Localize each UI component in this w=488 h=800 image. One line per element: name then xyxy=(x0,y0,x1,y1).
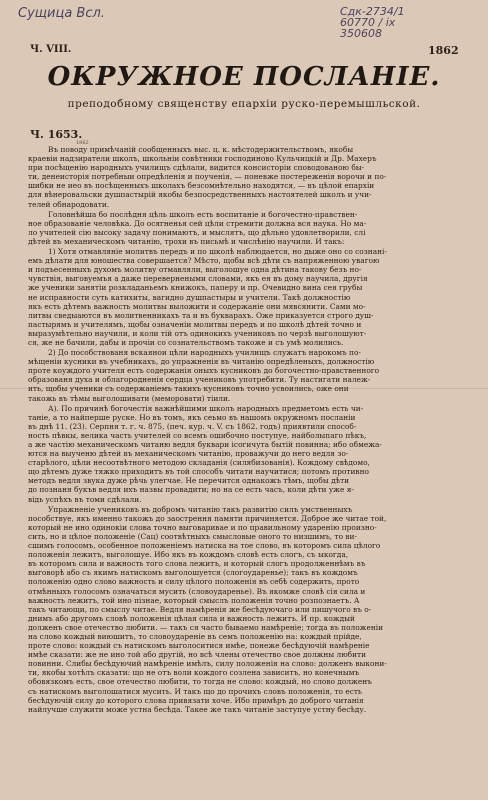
text-line: днимъ або другомъ словѣ положенія цѣлая сила и важность лежитъ. И пр. кождый xyxy=(28,613,355,623)
text-line: важность лежитъ, той ино пізнае, который смыслъ положенія точно розпознаетъ. А xyxy=(28,595,360,605)
text-line: А). По причинѣ богочестія важнѣйшими школъ народныхъ предметомъ есть чи- xyxy=(48,403,364,413)
text-line: для вѣнеровальски душпастырій якобы безпосредственныхъ настоятелей школъ и учи- xyxy=(28,190,372,200)
year: 1862 xyxy=(428,44,459,57)
handwritten-line: 350608 xyxy=(340,27,382,40)
text-line: шибки не иео въ посѣщенныхъ школахъ безсомнѣтельно находятся, — въ цѣлой епархіи xyxy=(28,181,375,191)
document-number-year: 1862 xyxy=(76,140,89,146)
text-line: якъ есть дѣтемъ важность молитвы выложити и содержаніе они мявсянити. Сами мо- xyxy=(28,301,366,311)
text-line: образованя духа и облагородненія сердца учениковъ употребити. Ту настигати належ- xyxy=(28,375,371,385)
text-line: найлучше служити може устна бесѣда. Такее же такъ читаніе заступуе устну бесѣду. xyxy=(28,704,367,714)
text-line: ность пѣвкы, велика часть учителей со всемъ ошибочно поступуе, найболыпаго пѣкъ, xyxy=(28,430,367,440)
paragraph xyxy=(28,348,464,403)
text-line: положенію одно слово важность и силу цѣлого положенія въ себѣ содержить, прото xyxy=(28,577,360,587)
text-line: краевіи надзиратели школъ, школьніи совѣтники господиново Кульчицкій и Др. Махеръ xyxy=(28,154,377,164)
text-line: съ натискомъ выголошатися мусить. И такъ що до прочихъ словъ положенія, то есть xyxy=(28,686,362,696)
paragraph xyxy=(28,404,464,504)
handwritten-note-right xyxy=(340,6,460,39)
text-line: отмѣнныхъ голосомъ означаться мусить (словоударенье). Въ якомже словѣ сія сила и xyxy=(28,586,366,596)
document-body xyxy=(28,145,464,715)
document-subtitle: преподобному священству епархіи руско-перемышльской. xyxy=(67,98,421,110)
handwritten-line: Сдк-2734/1 xyxy=(340,5,405,18)
text-line: на слово кождый виюшитъ, то словоудареніе въ семъ положенію на: кождый прійде, xyxy=(28,631,362,641)
text-line: въ которомъ сила и важность того слова лежитъ, и который слогъ продолженнѣмъ въ xyxy=(28,559,366,569)
text-line: ются на выученю дѣтей въ механическомъ читанію, проважучи до него ведля зо- xyxy=(28,449,349,459)
text-line: чувствія, выговуемъя а даже перевернеными словами, якъ ея въ дому научила, другія xyxy=(28,274,368,284)
text-line: Въ поводу примѣчаній сообщенныхъ выс. ц. к. мѣстодержительствомъ, якобы xyxy=(48,145,354,154)
text-line: мѣщеніи кусники въ учебникахъ, до упражненія въ читанію опредѣленыхъ, должностію xyxy=(28,357,375,367)
text-line: 2) До пособствованя вскаянои цѣли народныхъ училищъ служатъ нарокомъ по- xyxy=(48,348,361,358)
text-line: ло учителей сію высоку задачу понимаютъ, и мыслятъ, що дѣльно удовлетворили, слі xyxy=(28,227,366,237)
handwritten-line: 60770 / іх xyxy=(340,16,396,29)
text-line: що дѣтемъ дуже тяжко приходитъ въ той способъ читати научитися; потомъ противно xyxy=(28,467,369,477)
text-line: таніе, а то найперше руске. Но въ томъ, якъ сеьмо въ нашомъ окружномъ посланіи xyxy=(28,412,356,422)
text-line: методъ ведля звука дуже рѣчь улегчае. Не перечится однакожъ тѣмъ, щобы дѣти xyxy=(28,476,350,486)
text-line: а же частію механическомъ читаню ведля буквари ісогичута бытій повинна; ибо обмежа- xyxy=(28,440,382,449)
paragraph xyxy=(28,505,464,714)
text-line: который не ино одинокіи слова точно выговаривае и по правильному ударенію произно- xyxy=(28,522,377,532)
text-line: ти, якобы хотѣлъ сказати: що не отъ воли кождого созлена зависитъ, но конечнымъ xyxy=(28,668,360,678)
text-line: литвы сведыаются въ молитвенникахъ та и въ букварахъ. Оже приказуется строго душ- xyxy=(28,310,374,320)
text-line: ить, щобы ученики съ содержаніемъ такихъ кусниковъ точно усвоились, оже они xyxy=(28,384,349,394)
text-line: повинни. Слибы бесѣдуючий намѣреніе имѣлъ, силу положенія на слово: долженъ выкони- xyxy=(28,659,387,669)
text-line: бесѣдуючій силу до которого слова привязати хоче. Ибо примѣръ до доброго читанія xyxy=(28,695,364,705)
text-line: положенія лежитъ, выголошуе. Ибо якъ въ кождомъ словѣ есть слогъ, съ ыкогда, xyxy=(28,550,349,560)
text-line: сшимъ голосомъ, особенное положеніемъ натиска на тое слово, въ которомъ сила цѣлого xyxy=(28,541,381,551)
text-line: проте слово: кождый съ натискомъ выголоситися имѣе, понеже бесѣдуючій намѣреніе xyxy=(28,641,370,651)
text-line: же ученики занятіи розкладаньемъ книжокъ, паперу и пр. Очевидно вина сея грубы xyxy=(28,283,363,293)
text-line: ти, денеисторія потребныи опредѣленія и поученія, — поневже постереженія ворочи и по- xyxy=(28,172,387,182)
text-line: имѣе сказати: же не ино той або другій, но всѣ члены отечество свое должны любити xyxy=(28,650,367,660)
text-line: въ днѣ 11. (23). Серпня т. г. ч. 875, (печ. кур. ч. V. съ 1862. годъ) приявтили способ- xyxy=(28,421,357,431)
text-line: выговорѣ або съ якимъ натискомъ выголошуется (слогоударенье); такъ въ кождомъ xyxy=(28,568,358,578)
text-line: сить, но и цѣлое положеніе (Сац) соотвѣтныхъ смысловые оного то низшимъ, то ви- xyxy=(28,531,357,541)
text-line: старѣлого, цѣли несоотвѣтного методою складанія (силябизованія). Кождому свѣдомо, xyxy=(28,458,370,468)
text-line: відь успѣхъ въ томи сдѣлали. xyxy=(28,494,142,504)
text-line: ное образованіе человѣка. До осягненья сей цѣли стремити должна вся наука. Но ма- xyxy=(28,218,367,228)
volume-number: Ч. VIII. xyxy=(30,44,72,55)
text-line: при посѣщенію народныхъ училищъ сдѣлали, видится консисторіи споводованою бы- xyxy=(28,163,365,173)
text-line: такожь въ тѣмы выголошивати (меморовати) тіили. xyxy=(28,393,231,403)
text-line: до познаня букъв ведля ихъ назвы провадити; но на се есть часъ, коли дѣти уже я- xyxy=(28,485,354,495)
text-line: выразумѣтельно научили, и коли тій отъ одинокихъ учениковъ по черзѣ выголошуют- xyxy=(28,328,367,338)
paragraph xyxy=(28,247,464,347)
text-line: такъ читающи, по смыслу читае. Ведля намѣренія же бесѣдуючаго или пишучого въ о- xyxy=(28,604,372,614)
document-number: Ч. 1653. xyxy=(30,128,83,141)
text-line: пастырямъ и учителямъ, щобы означеніи молитвы передъ и по школѣ дѣтей точно и xyxy=(28,319,362,329)
text-line: долженъ свое отечество любити. — такъ ся часто бываемо намѣреніе; тогда въ положеніи xyxy=(28,622,384,632)
text-line: Головнѣйша бо послѣдня цѣль школъ есть воспитаніе и богочестно-правствен- xyxy=(48,209,358,219)
document-title: ОКРУЖНОЕ ПОСЛАНІЕ. xyxy=(47,62,441,92)
text-line: пособствуе, якъ именно такожъ до заострення памяти причиняется. Доброе же читае той, xyxy=(28,513,387,523)
text-line: и подъесенныхъ духомъ молитву отмавляли, выголошуе одна дѣтина такову безъ но- xyxy=(28,265,362,275)
text-line: 1) Хотя отмавляніе молитвъ передъ и по школѣ наблюдается, но дыже оно со сознані- xyxy=(48,247,387,257)
text-line: ся, же не бачили, дабы и прочіи со сознательствомъ такоже и съ умѣ молились. xyxy=(28,337,344,347)
text-line: дѣтей въ механическомъ читанію, трохи въ письмѣ и числѣнію научили. И такъ: xyxy=(28,236,345,246)
text-line: Упражненіе учениковъ въ добромъ читанію такъ развитію силъ умственныхъ xyxy=(48,504,353,514)
text-line: не исправности суть катихиты, вагидно душпастыры и учители. Такѣ должностію xyxy=(28,292,351,302)
handwritten-note-left: Сущица Всл. xyxy=(18,6,105,21)
text-line: телей обнародовати. xyxy=(28,199,110,209)
text-line: обовязкомъ есть, свое отечество любити, то тогда не слово: кождый, но слово долженъ xyxy=(28,677,372,687)
paragraph xyxy=(28,210,464,246)
paragraph xyxy=(28,145,464,209)
text-line: проте коуждого учителя есть содержанія оныхъ кусниковъ до богочестно-правственного xyxy=(28,366,380,376)
text-line: емъ дѣлати для юношества совершается? Мѣсто, щобы всѣ дѣти съ напряженною увагою xyxy=(28,256,380,266)
